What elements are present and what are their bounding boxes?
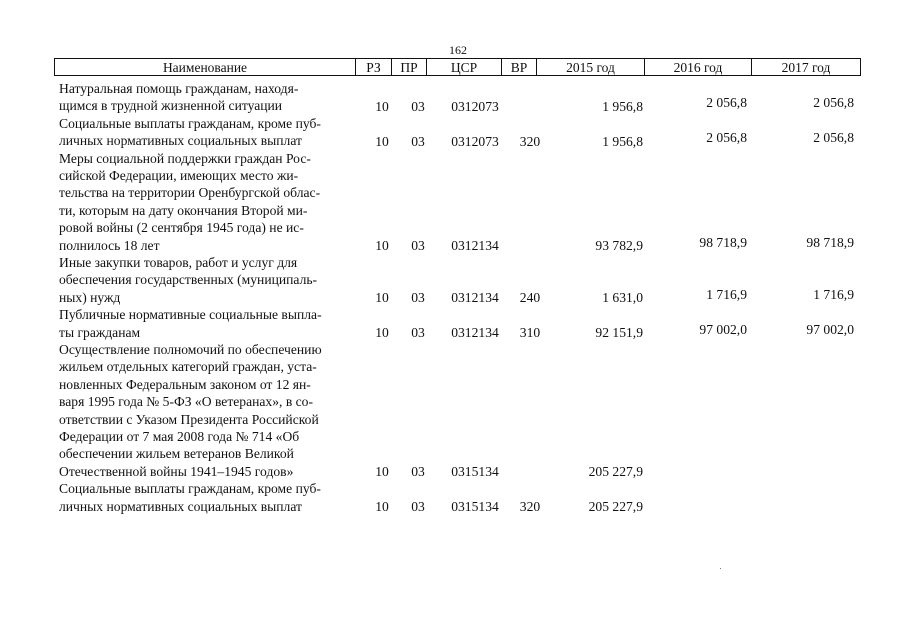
row-name-line: обеспечении жильем ветеранов Великой bbox=[59, 446, 294, 462]
header-pr: ПР bbox=[392, 59, 427, 76]
row-2015: 205 227,9 bbox=[588, 498, 643, 514]
row-name-line: Иные закупки товаров, работ и услуг для bbox=[59, 255, 298, 270]
row-name-line: Отечественной войны 1941–1945 годов» bbox=[59, 463, 294, 479]
header-2016: 2016 год bbox=[645, 59, 752, 76]
row-rz: 10 bbox=[375, 290, 389, 306]
row-pr: 03 bbox=[411, 98, 425, 114]
row-pr: 03 bbox=[411, 324, 425, 340]
row-pr: 03 bbox=[411, 290, 425, 306]
row-name-line: сийской Федерации, имеющих место жи- bbox=[59, 168, 299, 183]
row-csr: 0312134 bbox=[451, 290, 499, 306]
row-name-line: ответствии с Указом Президента Российской bbox=[59, 411, 319, 427]
table-row bbox=[0, 306, 905, 341]
row-name-line: ти, которым на дату окончания Второй ми- bbox=[59, 202, 308, 218]
row-pr: 03 bbox=[411, 133, 425, 149]
row-name-line: тельства на территории Оренбургской облас- bbox=[59, 185, 321, 201]
row-name-line: жильем отдельных категорий граждан, уста- bbox=[59, 359, 317, 375]
header-name: Наименование bbox=[55, 59, 356, 76]
row-vr: 240 bbox=[519, 290, 541, 306]
header-2015: 2015 год bbox=[537, 59, 645, 76]
header-2017: 2017 год bbox=[752, 59, 861, 76]
row-name bbox=[59, 80, 359, 115]
table-row bbox=[0, 341, 905, 480]
row-name-line: ровой войны (2 сентября 1945 года) не ис- bbox=[59, 220, 304, 236]
row-name-line: обеспечения государственных (муниципаль- bbox=[59, 272, 318, 288]
row-name-line: Социальные выплаты гражданам, кроме пуб- bbox=[59, 481, 321, 497]
table-row bbox=[0, 115, 905, 150]
row-rz: 10 bbox=[375, 133, 389, 149]
row-csr: 0312073 bbox=[451, 133, 499, 149]
row-name-line: новленных Федеральным законом от 12 ян- bbox=[59, 376, 311, 392]
row-rz: 10 bbox=[375, 324, 389, 340]
row-rz: 10 bbox=[375, 237, 389, 253]
row-name-line: Осуществление полномочий по обеспечению bbox=[59, 342, 322, 357]
table-row bbox=[0, 80, 905, 115]
row-name-line: личных нормативных социальных выплат bbox=[59, 133, 302, 149]
page-number: 162 bbox=[449, 43, 467, 57]
row-2016: 98 718,9 bbox=[699, 234, 747, 250]
row-name bbox=[59, 480, 359, 515]
row-pr: 03 bbox=[411, 498, 425, 514]
row-pr: 03 bbox=[411, 464, 425, 480]
header-rz: РЗ bbox=[356, 59, 392, 76]
row-pr: 03 bbox=[411, 237, 425, 253]
row-2017: 2 056,8 bbox=[813, 130, 854, 146]
row-csr: 0312134 bbox=[451, 324, 499, 340]
row-name-line: Меры социальной поддержки граждан Рос- bbox=[59, 150, 311, 166]
row-vr: 310 bbox=[519, 324, 541, 340]
row-csr: 0315134 bbox=[451, 498, 499, 514]
row-2015: 1 956,8 bbox=[602, 98, 643, 114]
row-vr: 320 bbox=[519, 133, 541, 149]
row-2015: 93 782,9 bbox=[595, 237, 643, 253]
row-name-line: Публичные нормативные социальные выпла- bbox=[59, 307, 322, 323]
row-name-line: Социальные выплаты гражданам, кроме пуб- bbox=[59, 115, 321, 131]
header-csr: ЦСР bbox=[427, 59, 502, 76]
row-2016: 1 716,9 bbox=[706, 286, 747, 302]
row-2015: 1 956,8 bbox=[602, 133, 643, 149]
row-vr: 320 bbox=[519, 498, 541, 514]
table-header bbox=[54, 58, 861, 76]
table-row bbox=[0, 480, 905, 515]
table-row bbox=[0, 254, 905, 306]
row-csr: 0315134 bbox=[451, 464, 499, 480]
row-name bbox=[59, 150, 359, 254]
row-2016: 97 002,0 bbox=[699, 321, 747, 337]
header-vr: ВР bbox=[502, 59, 537, 76]
row-rz: 10 bbox=[375, 98, 389, 114]
row-csr: 0312073 bbox=[451, 98, 499, 114]
row-2017: 97 002,0 bbox=[806, 321, 854, 337]
row-name-line: Федерации от 7 мая 2008 года № 714 «Об bbox=[59, 429, 300, 445]
table-row bbox=[0, 150, 905, 254]
row-2016: 2 056,8 bbox=[706, 130, 747, 146]
row-2015: 92 151,9 bbox=[595, 324, 643, 340]
row-name-line: варя 1995 года № 5-ФЗ «О ветеранах», в со- bbox=[59, 394, 313, 410]
row-2015: 1 631,0 bbox=[602, 290, 643, 306]
row-2017: 98 718,9 bbox=[806, 234, 854, 250]
row-name bbox=[59, 254, 359, 306]
row-name-line: щимся в трудной жизненной ситуации bbox=[59, 98, 283, 114]
row-name bbox=[59, 115, 359, 150]
row-rz: 10 bbox=[375, 464, 389, 480]
row-name bbox=[59, 341, 359, 480]
row-name bbox=[59, 306, 359, 341]
row-name-line: ных) нужд bbox=[59, 289, 121, 305]
row-name-line: полнилось 18 лет bbox=[59, 237, 160, 253]
scan-speck bbox=[720, 568, 721, 569]
row-2017: 2 056,8 bbox=[813, 95, 854, 111]
row-csr: 0312134 bbox=[451, 237, 499, 253]
row-rz: 10 bbox=[375, 498, 389, 514]
row-2015: 205 227,9 bbox=[588, 464, 643, 480]
row-name-line: Натуральная помощь гражданам, находя- bbox=[59, 81, 299, 96]
row-name-line: ты гражданам bbox=[59, 324, 141, 340]
row-name-line: личных нормативных социальных выплат bbox=[59, 498, 302, 514]
row-2016: 2 056,8 bbox=[706, 95, 747, 111]
row-2017: 1 716,9 bbox=[813, 286, 854, 302]
